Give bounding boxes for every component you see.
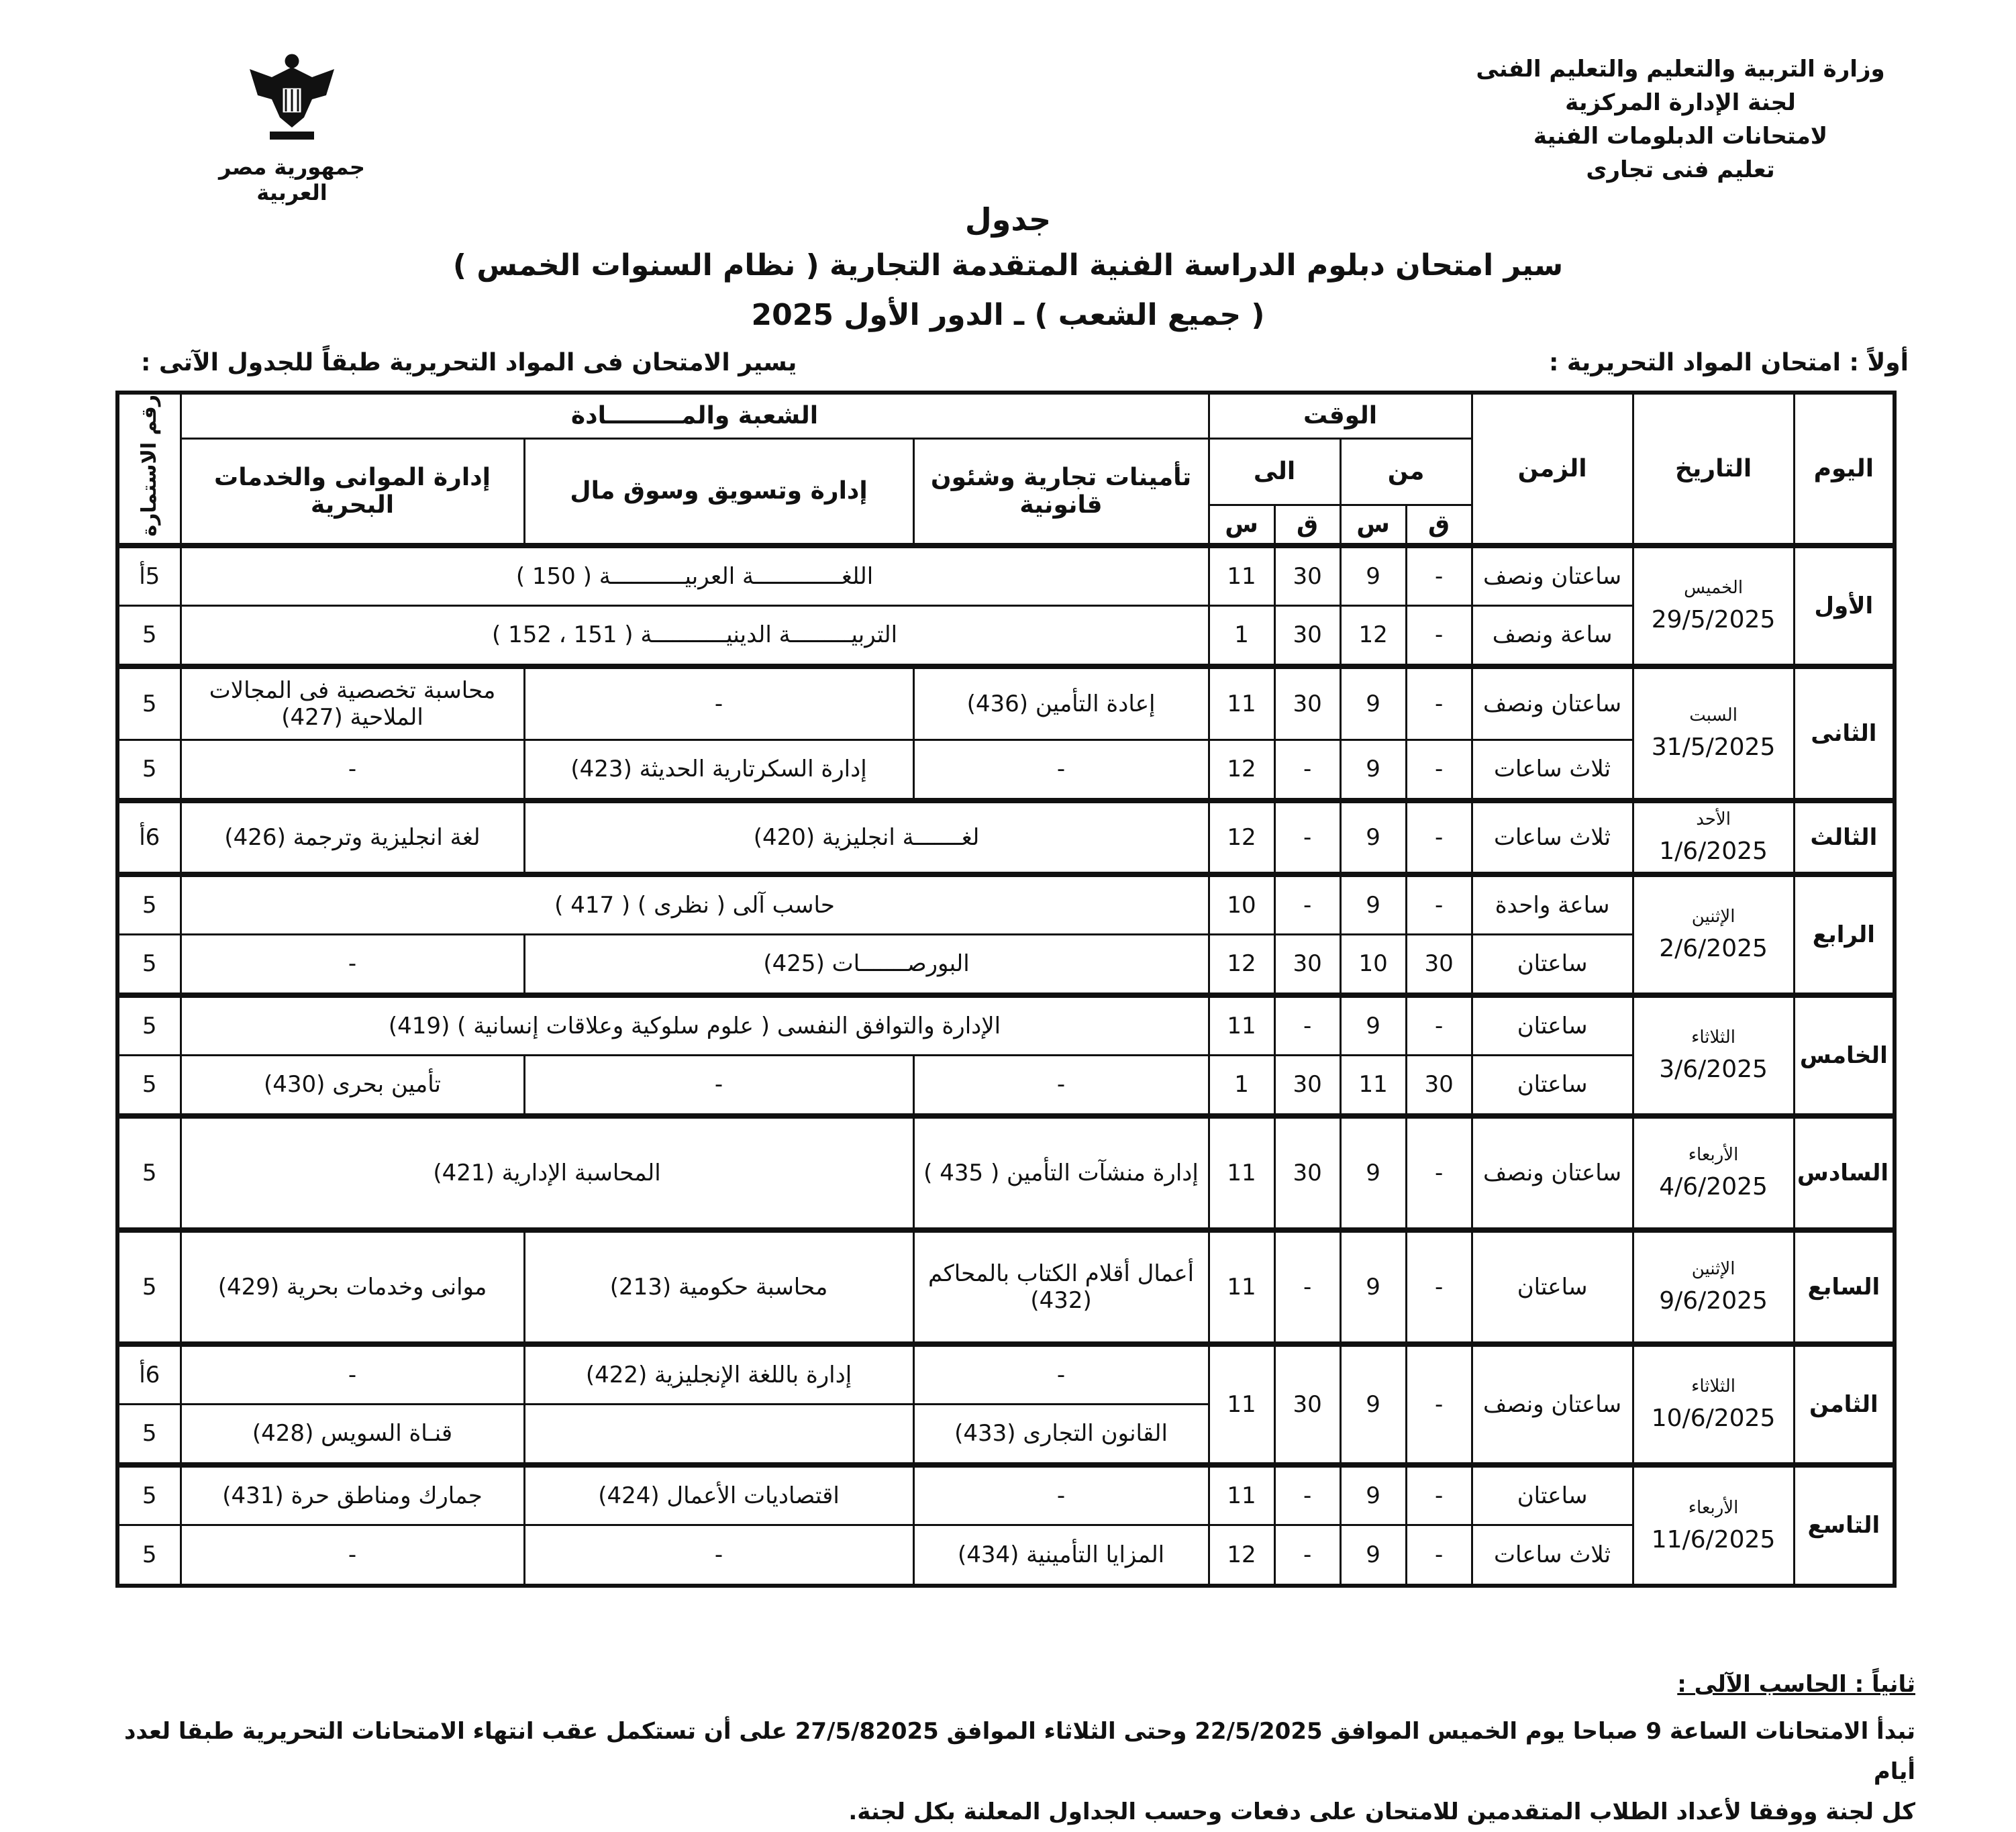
from-q-cell: - bbox=[1406, 995, 1472, 1056]
computer-text-line-1: تبدأ الامتحانات الساعة 9 صباحا يوم الخميس الموافق 22/5/2025 وحتى الثلاثاء الموافق 27/5/82025 على أن تستكمل عقب انتهاء الامتحانات التحريرية طبقا لعدد أيام bbox=[123, 1718, 1915, 1785]
header-branch-insurance: تأمينات تجارية وشئون قانونية bbox=[913, 438, 1209, 546]
day-cell: الخامس bbox=[1794, 995, 1895, 1116]
from-q-cell: - bbox=[1406, 606, 1472, 666]
doc-subtitle: سير امتحان دبلوم الدراسة الفنية المتقدمة التجارية ( نظام السنوات الخمس ) bbox=[452, 248, 1564, 283]
table-row bbox=[117, 1344, 1895, 1405]
duration-cell: ثلاث ساعات bbox=[1472, 1525, 1633, 1586]
to-q-cell: - bbox=[1274, 1525, 1340, 1586]
subject-cell: محاسبة حكومية (213) bbox=[524, 1230, 913, 1344]
duration-cell: ساعتان ونصف bbox=[1472, 1116, 1633, 1230]
date-cell: الإثنين 9/6/2025 bbox=[1633, 1230, 1794, 1344]
to-s-cell: 12 bbox=[1209, 1525, 1274, 1586]
subject-cell: - bbox=[913, 1344, 1209, 1405]
subject-cell: - bbox=[181, 935, 524, 995]
to-s-cell: 11 bbox=[1209, 1230, 1274, 1344]
from-s-cell: 9 bbox=[1340, 546, 1406, 606]
from-q-cell: - bbox=[1406, 1116, 1472, 1230]
section-heading: أولاً : امتحان المواد التحريرية : bbox=[1548, 349, 1909, 376]
to-q-cell: - bbox=[1274, 740, 1340, 801]
duration-cell: ثلاث ساعات bbox=[1472, 740, 1633, 801]
form-cell: 5 bbox=[117, 995, 181, 1056]
subject-cell: - bbox=[181, 740, 524, 801]
from-q-cell: - bbox=[1406, 546, 1472, 606]
header-duration: الزمن bbox=[1472, 393, 1633, 546]
to-q-cell: 30 bbox=[1274, 1056, 1340, 1116]
duration-cell: ساعتان ونصف bbox=[1472, 1344, 1633, 1465]
subject-cell: قنـاة السويس (428) bbox=[181, 1405, 524, 1465]
from-q-cell: - bbox=[1406, 1230, 1472, 1344]
subject-cell: موانى وخدمات بحرية (429) bbox=[181, 1230, 524, 1344]
subject-cell: إدارة السكرتارية الحديثة (423) bbox=[524, 740, 913, 801]
day-cell: التاسع bbox=[1794, 1465, 1895, 1586]
duration-cell: ساعتان bbox=[1472, 1230, 1633, 1344]
table-row bbox=[117, 1465, 1895, 1525]
to-q-cell: 30 bbox=[1274, 1116, 1340, 1230]
from-q-cell: - bbox=[1406, 740, 1472, 801]
to-q-cell: - bbox=[1274, 874, 1340, 935]
day-cell: الأول bbox=[1794, 546, 1895, 666]
subject-cell: - bbox=[913, 1056, 1209, 1116]
from-s-cell: 10 bbox=[1340, 935, 1406, 995]
from-q-cell: 30 bbox=[1406, 935, 1472, 995]
table-row bbox=[117, 801, 1895, 874]
to-q-cell: - bbox=[1274, 1230, 1340, 1344]
to-s-cell: 11 bbox=[1209, 995, 1274, 1056]
duration-cell: ساعة واحدة bbox=[1472, 874, 1633, 935]
date-cell: الإثنين 2/6/2025 bbox=[1633, 874, 1794, 995]
ministry-header bbox=[1425, 52, 1935, 187]
subject-cell: لغـــــــة انجليزية (420) bbox=[524, 801, 1209, 874]
subject-cell: البورصـــــــات (425) bbox=[524, 935, 1209, 995]
form-cell: 5 bbox=[117, 606, 181, 666]
day-cell: السابع bbox=[1794, 1230, 1895, 1344]
form-cell: 6أ bbox=[117, 1344, 181, 1405]
subject-cell: - bbox=[913, 1465, 1209, 1525]
header-branch-subject: الشعبة والمـــــــــادة bbox=[181, 393, 1209, 438]
from-q-cell: - bbox=[1406, 1525, 1472, 1586]
subject-cell: حاسب آلى ( نظرى ) ( 417 ) bbox=[181, 874, 1209, 935]
from-q-cell: 30 bbox=[1406, 1056, 1472, 1116]
to-s-cell: 12 bbox=[1209, 740, 1274, 801]
subject-cell: - bbox=[181, 1525, 524, 1586]
to-s-cell: 1 bbox=[1209, 606, 1274, 666]
form-cell: 5 bbox=[117, 1405, 181, 1465]
to-q-cell: 30 bbox=[1274, 666, 1340, 740]
duration-cell: ساعتان ونصف bbox=[1472, 666, 1633, 740]
computer-text-line-2: كل لجنة ووفقا لأعداد الطلاب المتقدمين للامتحان على دفعات وحسب الجداول المعلنة بكل لجنة. bbox=[848, 1798, 1915, 1825]
form-cell: 5 bbox=[117, 1230, 181, 1344]
emblem bbox=[195, 47, 389, 205]
subject-cell: أعمال أقلام الكتاب بالمحاكم (432) bbox=[913, 1230, 1209, 1344]
to-s-cell: 11 bbox=[1209, 1116, 1274, 1230]
ministry-line-4: تعليم فنى تجارى bbox=[1586, 156, 1775, 183]
day-cell: الثامن bbox=[1794, 1344, 1895, 1465]
to-s-cell: 12 bbox=[1209, 935, 1274, 995]
doc-round: ( جميع الشعب ) ـ الدور الأول 2025 bbox=[751, 298, 1265, 332]
date-cell: الأحد 1/6/2025 bbox=[1633, 801, 1794, 874]
subject-cell: اللغـــــــــــــة العربيـــــــــــة ( 150 ) bbox=[181, 546, 1209, 606]
header-from-q: ق bbox=[1406, 505, 1472, 546]
day-cell: السادس bbox=[1794, 1116, 1895, 1230]
subject-cell bbox=[524, 1405, 913, 1465]
subject-cell: المحاسبة الإدارية (421) bbox=[181, 1116, 913, 1230]
to-q-cell: - bbox=[1274, 801, 1340, 874]
header-from: من bbox=[1340, 438, 1472, 505]
section-note: يسير الامتحان فى المواد التحريرية طبقاً للجدول الآتى : bbox=[141, 349, 797, 376]
header-to: الى bbox=[1209, 438, 1340, 505]
duration-cell: ساعتان bbox=[1472, 1056, 1633, 1116]
exam-schedule-table bbox=[115, 391, 1897, 1588]
table-row bbox=[117, 1116, 1895, 1230]
duration-cell: ثلاث ساعات bbox=[1472, 801, 1633, 874]
date-cell: الخميس 29/5/2025 bbox=[1633, 546, 1794, 666]
day-cell: الثانى bbox=[1794, 666, 1895, 801]
ministry-line-1: وزارة التربية والتعليم والتعليم الفنى bbox=[1476, 56, 1885, 83]
to-s-cell: 11 bbox=[1209, 546, 1274, 606]
table-row bbox=[117, 740, 1895, 801]
from-q-cell: - bbox=[1406, 801, 1472, 874]
form-cell: 5 bbox=[117, 935, 181, 995]
table-row bbox=[117, 546, 1895, 606]
form-cell: 5 bbox=[117, 740, 181, 801]
subject-cell: إعادة التأمين (436) bbox=[913, 666, 1209, 740]
from-s-cell: 9 bbox=[1340, 995, 1406, 1056]
to-q-cell: 30 bbox=[1274, 1344, 1340, 1465]
subject-cell: - bbox=[524, 1525, 913, 1586]
subject-cell: محاسبة تخصصية فى المجالات الملاحية (427) bbox=[181, 666, 524, 740]
to-s-cell: 1 bbox=[1209, 1056, 1274, 1116]
from-s-cell: 9 bbox=[1340, 666, 1406, 740]
table-row bbox=[117, 874, 1895, 935]
from-s-cell: 9 bbox=[1340, 1525, 1406, 1586]
header-day: اليوم bbox=[1794, 393, 1895, 546]
from-q-cell: - bbox=[1406, 874, 1472, 935]
duration-cell: ساعتان bbox=[1472, 935, 1633, 995]
from-s-cell: 9 bbox=[1340, 801, 1406, 874]
header-branch-ports: إدارة الموانى والخدمات البحرية bbox=[181, 438, 524, 546]
computer-section-heading: ثانياً : الحاسب الآلى : bbox=[1677, 1671, 1915, 1698]
ministry-line-3: لامتحانات الدبلومات الفنية bbox=[1533, 123, 1828, 150]
form-cell: 5 bbox=[117, 666, 181, 740]
date-cell: السبت 31/5/2025 bbox=[1633, 666, 1794, 801]
subject-cell: - bbox=[181, 1344, 524, 1405]
form-cell: 5 bbox=[117, 874, 181, 935]
to-s-cell: 11 bbox=[1209, 666, 1274, 740]
subject-cell: تأمين بحرى (430) bbox=[181, 1056, 524, 1116]
to-s-cell: 11 bbox=[1209, 1344, 1274, 1465]
computer-section-text bbox=[103, 1711, 1915, 1832]
doc-title: جدول bbox=[964, 201, 1052, 238]
form-cell: 5 bbox=[117, 1525, 181, 1586]
from-s-cell: 9 bbox=[1340, 740, 1406, 801]
date-cell: الأربعاء 4/6/2025 bbox=[1633, 1116, 1794, 1230]
form-cell: 5أ bbox=[117, 546, 181, 606]
from-q-cell: - bbox=[1406, 666, 1472, 740]
emblem-caption: جمهورية مصر العربية bbox=[219, 154, 365, 205]
from-q-cell: - bbox=[1406, 1344, 1472, 1465]
subject-cell: اقتصاديات الأعمال (424) bbox=[524, 1465, 913, 1525]
header-to-s: س bbox=[1209, 505, 1274, 546]
table-row bbox=[117, 935, 1895, 995]
to-s-cell: 12 bbox=[1209, 801, 1274, 874]
form-cell: 5 bbox=[117, 1465, 181, 1525]
duration-cell: ساعتان bbox=[1472, 1465, 1633, 1525]
date-cell: الثلاثاء 3/6/2025 bbox=[1633, 995, 1794, 1116]
from-q-cell: - bbox=[1406, 1465, 1472, 1525]
from-s-cell: 9 bbox=[1340, 874, 1406, 935]
from-s-cell: 12 bbox=[1340, 606, 1406, 666]
from-s-cell: 9 bbox=[1340, 1344, 1406, 1465]
table-row bbox=[117, 1525, 1895, 1586]
subject-cell: التربيـــــــــة الدينيـــــــــــة ( 151 ، 152 ) bbox=[181, 606, 1209, 666]
header-form-no: رقم الاستمارة bbox=[117, 393, 181, 546]
duration-cell: ساعتان ونصف bbox=[1472, 546, 1633, 606]
subject-cell: المزايا التأمينية (434) bbox=[913, 1525, 1209, 1586]
to-s-cell: 11 bbox=[1209, 1465, 1274, 1525]
subject-cell: الإدارة والتوافق النفسى ( علوم سلوكية وعلاقات إنسانية ) (419) bbox=[181, 995, 1209, 1056]
from-s-cell: 9 bbox=[1340, 1230, 1406, 1344]
table-row bbox=[117, 1056, 1895, 1116]
header-from-s: س bbox=[1340, 505, 1406, 546]
subject-cell: إدارة منشآت التأمين ( 435 ) bbox=[913, 1116, 1209, 1230]
table-row bbox=[117, 606, 1895, 666]
table-row bbox=[117, 995, 1895, 1056]
day-cell: الثالث bbox=[1794, 801, 1895, 874]
ministry-line-2: لجنة الإدارة المركزية bbox=[1565, 89, 1796, 116]
subject-cell: جمارك ومناطق حرة (431) bbox=[181, 1465, 524, 1525]
header-date: التاريخ bbox=[1633, 393, 1794, 546]
to-q-cell: 30 bbox=[1274, 606, 1340, 666]
form-cell: 5 bbox=[117, 1116, 181, 1230]
subject-cell: القانون التجارى (433) bbox=[913, 1405, 1209, 1465]
header-branch-marketing: إدارة وتسويق وسوق مال bbox=[524, 438, 913, 546]
subject-cell: - bbox=[524, 666, 913, 740]
to-q-cell: - bbox=[1274, 995, 1340, 1056]
subject-cell: - bbox=[913, 740, 1209, 801]
subject-cell: إدارة باللغة الإنجليزية (422) bbox=[524, 1344, 913, 1405]
date-cell: الثلاثاء 10/6/2025 bbox=[1633, 1344, 1794, 1465]
day-cell: الرابع bbox=[1794, 874, 1895, 995]
to-q-cell: - bbox=[1274, 1465, 1340, 1525]
header-to-q: ق bbox=[1274, 505, 1340, 546]
form-cell: 5 bbox=[117, 1056, 181, 1116]
form-cell: 6أ bbox=[117, 801, 181, 874]
from-s-cell: 9 bbox=[1340, 1116, 1406, 1230]
subject-cell: - bbox=[524, 1056, 913, 1116]
to-q-cell: 30 bbox=[1274, 546, 1340, 606]
subject-cell: لغة انجليزية وترجمة (426) bbox=[181, 801, 524, 874]
date-cell: الأربعاء 11/6/2025 bbox=[1633, 1465, 1794, 1586]
to-s-cell: 10 bbox=[1209, 874, 1274, 935]
duration-cell: ساعة ونصف bbox=[1472, 606, 1633, 666]
table-row bbox=[117, 1230, 1895, 1344]
duration-cell: ساعتان bbox=[1472, 995, 1633, 1056]
from-s-cell: 11 bbox=[1340, 1056, 1406, 1116]
header-time: الوقت bbox=[1209, 393, 1472, 438]
from-s-cell: 9 bbox=[1340, 1465, 1406, 1525]
table-row bbox=[117, 666, 1895, 740]
to-q-cell: 30 bbox=[1274, 935, 1340, 995]
eagle-emblem-icon bbox=[242, 47, 342, 148]
